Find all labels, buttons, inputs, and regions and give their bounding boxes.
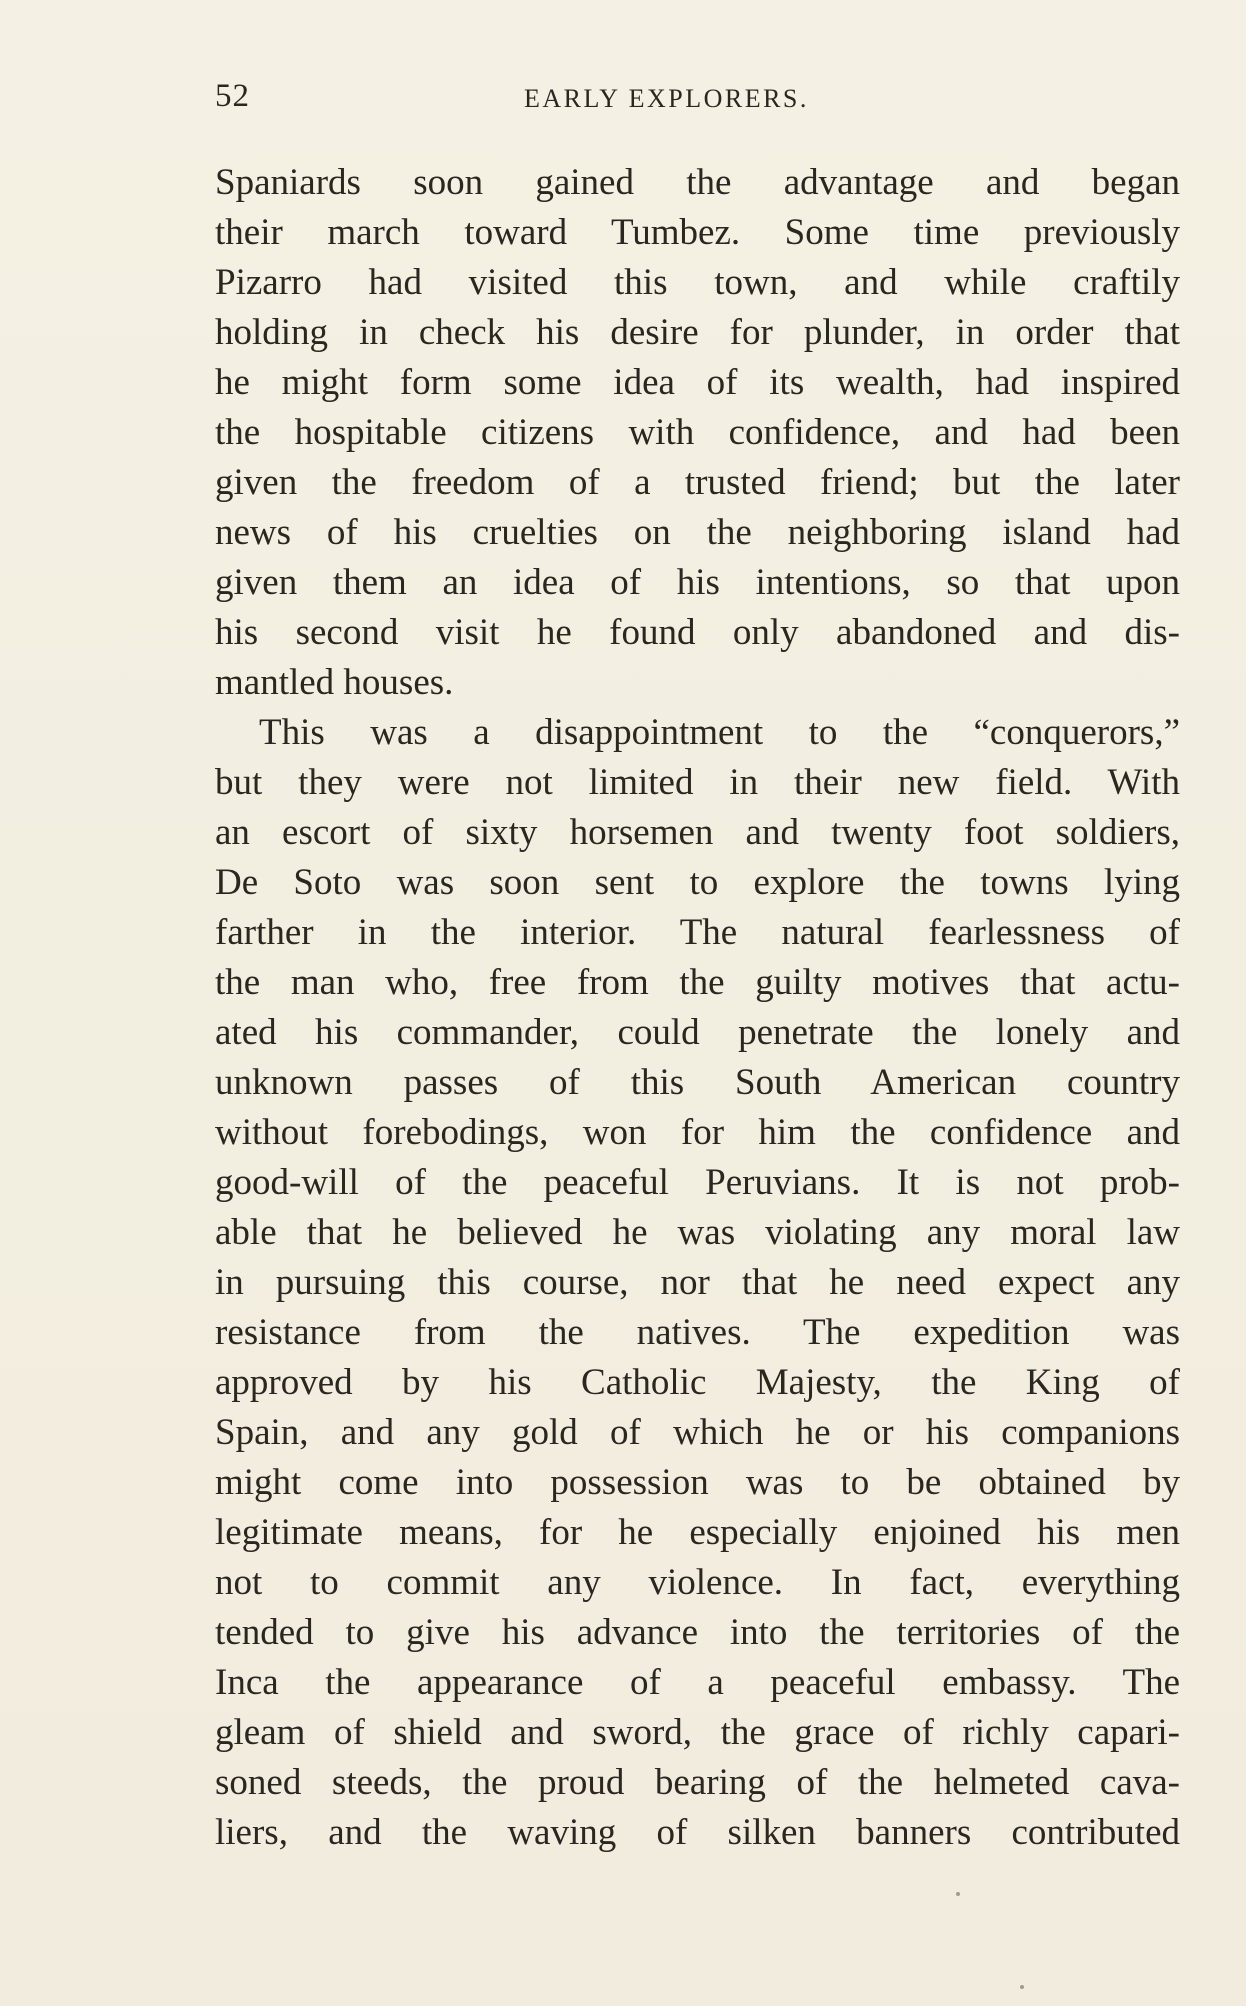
text-line: he might form some idea of its wealth, had inspired — [215, 362, 1180, 403]
text-line: given them an idea of his intentions, so that upon — [215, 562, 1180, 603]
text-line: ated his commander, could penetrate the lonely and — [215, 1012, 1180, 1053]
text-line: This was a disappointment to the “conquerors,” — [259, 712, 1180, 753]
text-line: unknown passes of this South American country — [215, 1062, 1180, 1103]
text-line: without forebodings, won for him the confidence and — [215, 1112, 1180, 1153]
text-line: Spain, and any gold of which he or his companions — [215, 1412, 1180, 1453]
text-line: the man who, free from the guilty motives that actu- — [215, 962, 1180, 1003]
text-line: mantled houses. — [215, 662, 454, 703]
text-line: legitimate means, for he especially enjoined his men — [215, 1512, 1180, 1553]
text-line: approved by his Catholic Majesty, the King of — [215, 1362, 1180, 1403]
text-line: in pursuing this course, nor that he need expect any — [215, 1262, 1180, 1303]
page-header — [215, 78, 1180, 118]
body-text — [215, 158, 1180, 1858]
page-number: 52 — [215, 78, 250, 114]
text-line: Spaniards soon gained the advantage and began — [215, 162, 1180, 203]
text-line: soned steeds, the proud bearing of the helmeted cava- — [215, 1762, 1180, 1803]
text-line: news of his cruelties on the neighboring island had — [215, 512, 1180, 553]
text-line: De Soto was soon sent to explore the towns lying — [215, 862, 1180, 903]
text-line: holding in check his desire for plunder, in order that — [215, 312, 1180, 353]
text-line: their march toward Tumbez. Some time previously — [215, 212, 1180, 253]
text-line: might come into possession was to be obtained by — [215, 1462, 1180, 1503]
running-head: EARLY EXPLORERS. — [524, 84, 809, 113]
text-line: the hospitable citizens with confidence, and had been — [215, 412, 1180, 453]
text-line: given the freedom of a trusted friend; but the later — [215, 462, 1180, 503]
text-line: good-will of the peaceful Peruvians. It is not prob- — [215, 1162, 1180, 1203]
text-line: resistance from the natives. The expedition was — [215, 1312, 1180, 1353]
text-line: farther in the interior. The natural fearlessness of — [215, 912, 1180, 953]
text-line: tended to give his advance into the territories of the — [215, 1612, 1180, 1653]
text-line: Inca the appearance of a peaceful embassy. The — [215, 1662, 1180, 1703]
paper-speck — [956, 1892, 960, 1896]
text-line: able that he believed he was violating any moral law — [215, 1212, 1180, 1253]
text-line: but they were not limited in their new field. With — [215, 762, 1180, 803]
paragraph — [215, 158, 1180, 708]
text-line: liers, and the waving of silken banners contributed — [215, 1812, 1180, 1853]
text-line: gleam of shield and sword, the grace of richly capari- — [215, 1712, 1180, 1753]
paper-speck — [1020, 1985, 1024, 1989]
text-line: his second visit he found only abandoned and dis- — [215, 612, 1180, 653]
paragraph — [215, 708, 1180, 1858]
text-line: Pizarro had visited this town, and while craftily — [215, 262, 1180, 303]
text-line: not to commit any violence. In fact, everything — [215, 1562, 1180, 1603]
text-line: an escort of sixty horsemen and twenty foot soldiers, — [215, 812, 1180, 853]
